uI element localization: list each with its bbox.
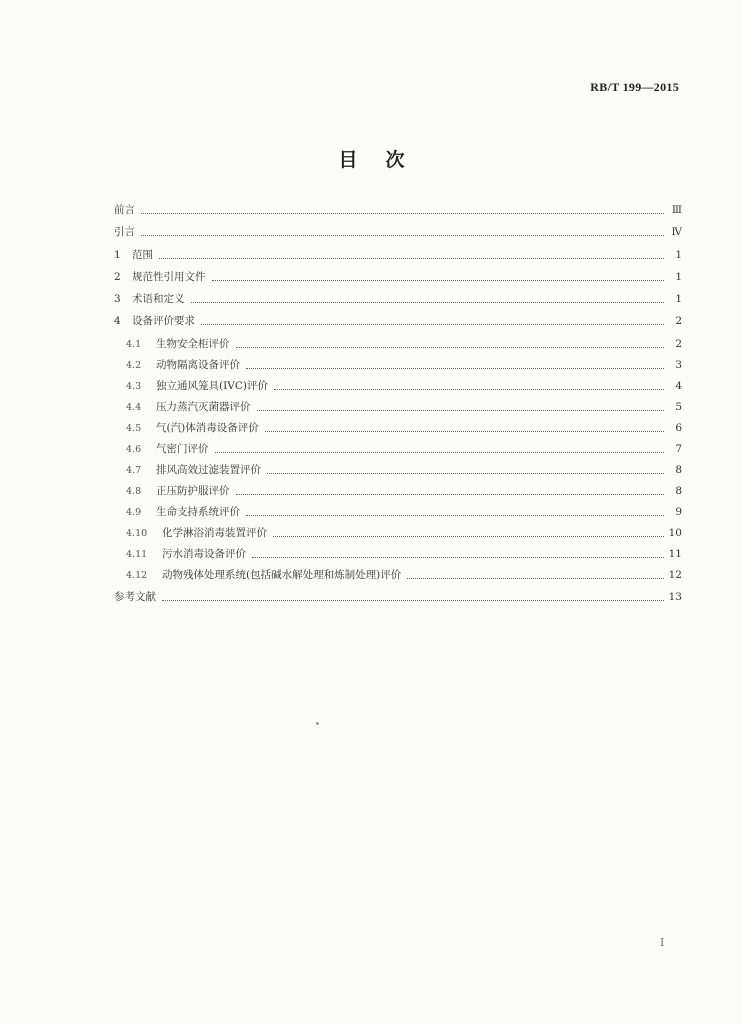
toc-number: 4.5: [126, 423, 142, 434]
toc-page: 2: [675, 315, 682, 327]
toc-number: 4.11: [126, 549, 148, 560]
toc-entry-4-1[interactable]: [126, 336, 682, 352]
toc-leader: [273, 528, 664, 537]
toc-number: 4.6: [126, 444, 142, 455]
toc-leader: [236, 339, 665, 348]
toc-entry-4-7[interactable]: [126, 462, 682, 478]
toc-number: 4.3: [126, 381, 142, 392]
toc-page: Ⅲ: [671, 204, 682, 216]
toc-label: 气(汽)体消毒设备评价: [156, 422, 259, 434]
toc-number: 4.2: [126, 360, 142, 371]
toc-number: 2: [114, 271, 121, 283]
toc-label: 规范性引用文件: [132, 271, 206, 283]
toc-number: 4.4: [126, 402, 142, 413]
toc-page: Ⅳ: [671, 226, 682, 238]
toc-entry-4-3[interactable]: [126, 378, 682, 394]
toc-leader: [162, 592, 664, 601]
toc-number: 4: [114, 315, 121, 327]
toc-page: 3: [675, 359, 682, 371]
toc-leader: [191, 294, 665, 303]
toc-leader: [407, 570, 664, 579]
toc-label: 术语和定义: [132, 293, 185, 305]
toc-leader: [141, 227, 664, 236]
toc-label: 正压防护服评价: [156, 485, 230, 497]
toc-label: 排风高效过滤装置评价: [156, 464, 261, 476]
toc-page: 10: [668, 527, 682, 539]
toc-label: 范围: [132, 249, 153, 261]
toc-entry-4-5[interactable]: [126, 420, 682, 436]
page-title: 目次: [338, 149, 433, 171]
toc-label: 动物隔离设备评价: [156, 359, 240, 371]
toc-entry-4-4[interactable]: [126, 399, 682, 415]
toc-leader: [257, 402, 665, 411]
toc-page: 8: [675, 464, 682, 476]
toc-leader: [159, 250, 664, 259]
toc-number: 4.12: [126, 570, 148, 581]
toc-number: 4.8: [126, 486, 142, 497]
toc-entry-4-8[interactable]: [126, 483, 682, 499]
toc-leader: [246, 360, 664, 369]
toc-entry-foreword[interactable]: [114, 202, 682, 218]
toc-page: 6: [675, 422, 682, 434]
toc-entry-4-12[interactable]: [126, 567, 682, 583]
toc-page: 12: [668, 569, 682, 581]
toc-entry-1[interactable]: [114, 247, 682, 263]
toc-entry-4-9[interactable]: [126, 504, 682, 520]
toc-entry-4-11[interactable]: [126, 546, 682, 562]
toc-entry-4-6[interactable]: [126, 441, 682, 457]
toc-number: 4.10: [126, 528, 148, 539]
toc-label: 气密门评价: [156, 443, 209, 455]
toc-label: 化学淋浴消毒装置评价: [162, 527, 267, 539]
standard-code: RB/T 199—2015: [590, 80, 679, 94]
toc-page: 1: [675, 271, 682, 283]
toc-page: 8: [675, 485, 682, 497]
toc-leader: [265, 423, 664, 432]
scan-speck: [316, 722, 319, 725]
toc-entry-introduction[interactable]: [114, 224, 682, 240]
toc-leader: [212, 272, 665, 281]
toc-leader: [246, 507, 664, 516]
toc-label: 参考文献: [114, 591, 156, 603]
toc-number: 4.9: [126, 507, 142, 518]
toc-entry-4-10[interactable]: [126, 525, 682, 541]
toc-label: 前言: [114, 204, 135, 216]
toc-label: 生命支持系统评价: [156, 506, 240, 518]
toc-leader: [201, 316, 664, 325]
toc-page: 2: [675, 338, 682, 350]
toc-label: 污水消毒设备评价: [162, 548, 246, 560]
toc-label: 动物残体处理系统(包括碱水解处理和炼制处理)评价: [162, 569, 402, 581]
toc-label: 引言: [114, 226, 135, 238]
toc-leader: [236, 486, 665, 495]
toc-entry-4-2[interactable]: [126, 357, 682, 373]
toc-leader: [252, 549, 664, 558]
toc-label: 独立通风笼具(IVC)评价: [156, 380, 268, 392]
toc-number: 1: [114, 249, 121, 261]
toc-page: 1: [675, 249, 682, 261]
toc-entry-4[interactable]: [114, 313, 682, 329]
toc-entry-3[interactable]: [114, 291, 682, 307]
toc-label: 设备评价要求: [132, 315, 195, 327]
page-number: I: [660, 936, 665, 949]
toc-page: 11: [668, 548, 682, 560]
toc-page: 5: [675, 401, 682, 413]
toc-number: 4.7: [126, 465, 142, 476]
toc-page: 1: [675, 293, 682, 305]
toc-entry-2[interactable]: [114, 269, 682, 285]
toc-leader: [215, 444, 665, 453]
toc-page: 13: [668, 591, 682, 603]
toc-leader: [141, 205, 664, 214]
toc-leader: [267, 465, 664, 474]
toc-number: 3: [114, 293, 121, 305]
toc-page: 4: [675, 380, 682, 392]
toc-number: 4.1: [126, 339, 142, 350]
toc-leader: [274, 381, 664, 390]
toc-entry-references[interactable]: [114, 589, 682, 605]
toc-page: 9: [675, 506, 682, 518]
toc-label: 压力蒸汽灭菌器评价: [156, 401, 251, 413]
toc-page: 7: [675, 443, 682, 455]
toc-label: 生物安全柜评价: [156, 338, 230, 350]
